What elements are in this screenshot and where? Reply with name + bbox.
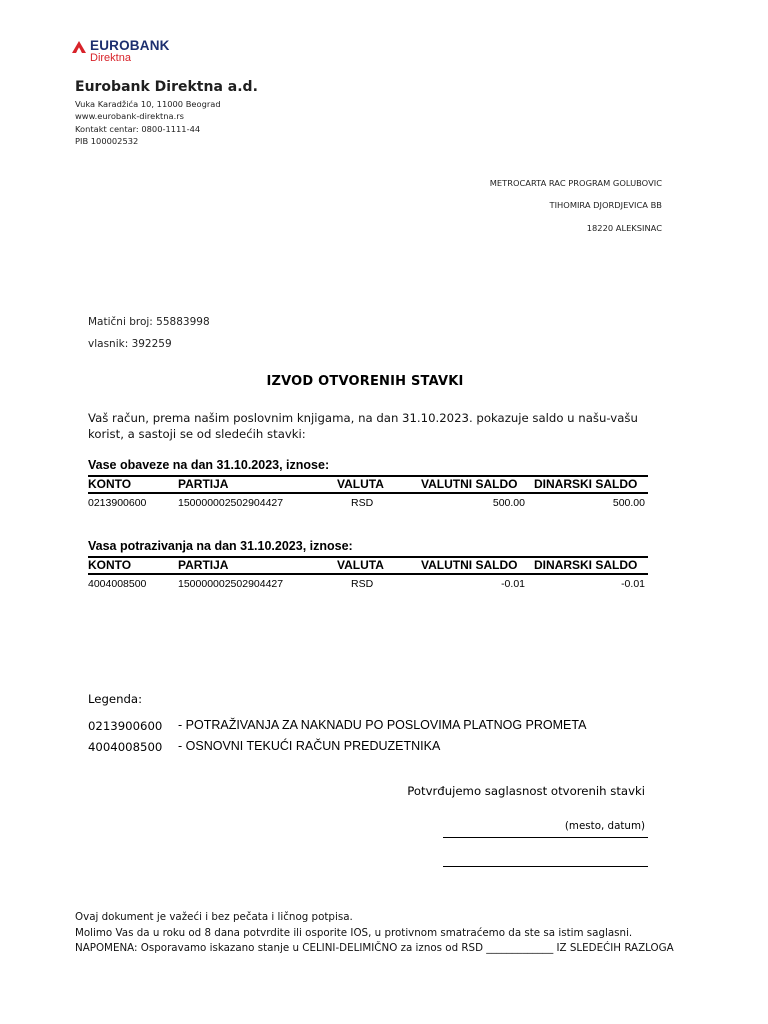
legend-description: - OSNOVNI TEKUĆI RAČUN PREDUZETNIKA [178,739,441,753]
bank-contact-block [75,98,221,147]
confirmation-text: Potvrđujemo saglasnost otvorenih stavki [407,784,645,798]
place-date-caption: (mesto, datum) [564,820,645,832]
table-rule-header [88,573,648,575]
col-dinarski-saldo: DINARSKI SALDO [534,558,638,572]
col-konto: KONTO [88,477,132,491]
recipient-name: METROCARTA RAC PROGRAM GOLUBOVIC [489,178,662,188]
intro-paragraph: Vaš račun, prema našim poslovnim knjigama, na dan 31.10.2023. pokazuje saldo u našu-vašu korist, a sastoji se od sledećih stavki: [88,411,638,441]
potrazivanja-heading: Vasa potrazivanja na dan 31.10.2023, iznose: [88,539,353,553]
recipient-city: 18220 ALEKSINAC [586,223,662,233]
cell-partija: 150000002502904427 [178,497,284,509]
footer-dispute-note: NAPOMENA: Osporavamo iskazano stanje u CELINI-DELIMIČNO za iznos od RSD _____________ IZ SLEDEĆIH RAZLOGA [75,942,674,954]
cell-valutni-saldo: -0.01 [501,578,525,590]
legend-title: Legenda: [88,692,143,706]
col-partija: PARTIJA [178,558,229,572]
col-valuta: VALUTA [337,477,384,491]
cell-partija: 150000002502904427 [178,578,284,590]
col-valuta: VALUTA [337,558,384,572]
cell-dinarski-saldo: -0.01 [621,578,645,590]
logo-sub-text: Direktna [90,52,131,64]
footer-validity-note: Ovaj dokument je važeći i bez pečata i ličnog potpisa. [75,911,353,923]
cell-valutni-saldo: 500.00 [492,497,525,509]
table-rule-header [88,492,648,494]
vlasnik: vlasnik: 392259 [88,338,172,350]
legend-code: 0213900600 [88,719,163,733]
signature-line [443,866,648,867]
col-valutni-saldo: VALUTNI SALDO [421,558,518,572]
logo-brand-text: EUROBANK [90,38,170,53]
place-date-line [443,837,648,838]
bank-logo [70,38,180,66]
col-partija: PARTIJA [178,477,229,491]
cell-konto: 0213900600 [88,497,147,509]
footer-notes [75,910,675,957]
recipient-street: TIHOMIRA DJORDJEVICA BB [549,200,662,210]
bank-address: Vuka Karadžića 10, 11000 Beograd [75,99,221,109]
bank-name: Eurobank Direktna a.d. [75,79,258,95]
bank-website: www.eurobank-direktna.rs [75,111,184,122]
cell-valuta: RSD [351,497,374,509]
bank-pib: PIB 100002532 [75,135,139,146]
col-valutni-saldo: VALUTNI SALDO [421,477,518,491]
col-dinarski-saldo: DINARSKI SALDO [534,477,638,491]
obaveze-heading: Vase obaveze na dan 31.10.2023, iznose: [88,458,330,472]
cell-konto: 4004008500 [88,578,147,590]
legend-description: - POTRAŽIVANJA ZA NAKNADU PO POSLOVIMA PLATNOG PROMETA [178,718,587,732]
cell-dinarski-saldo: 500.00 [612,497,645,509]
document-title: IZVOD OTVORENIH STAVKI [266,374,464,389]
cell-valuta: RSD [351,578,374,590]
eurobank-logo-icon [70,40,88,54]
footer-confirm-request: Molimo Vas da u roku od 8 dana potvrdite ili osporite IOS, u protivnom smatraćemo da ste sa istim saglasni. [75,926,633,939]
maticni-broj: Matični broj: 55883998 [88,316,210,328]
bank-contact-center: Kontakt centar: 0800-1111-44 [75,123,201,134]
legend-code: 4004008500 [88,740,163,754]
col-konto: KONTO [88,558,132,572]
